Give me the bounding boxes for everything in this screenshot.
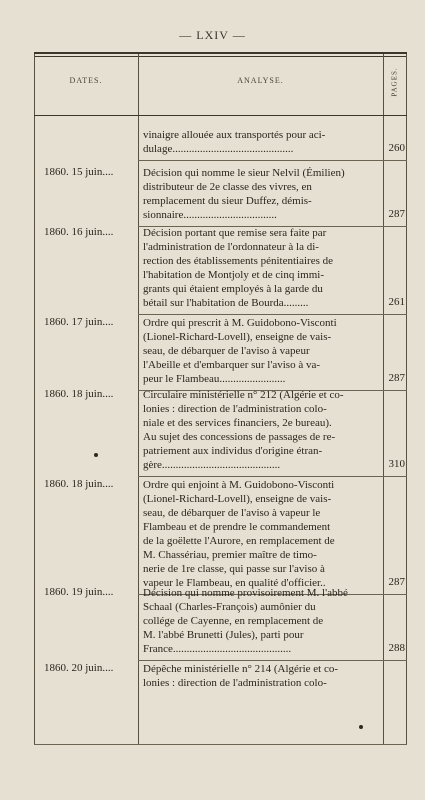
column-divider-pages [383, 54, 384, 744]
entry-separator [138, 476, 407, 477]
ink-speck [94, 453, 98, 457]
column-divider-dates [138, 54, 139, 744]
entry-page-number [383, 296, 406, 308]
entry-analyse-line: Décision qui nomme provisoirement M. l'abbé [143, 587, 348, 599]
column-header-analyse: ANALYSE. [237, 76, 284, 85]
entry-analyse-line: grants qui étaient employés à la garde du [143, 283, 323, 295]
entry-analyse [143, 586, 380, 656]
entry-analyse-line: Dépêche ministérielle n° 214 (Algérie et co- [143, 663, 338, 675]
entry-page-value: 287 [388, 372, 405, 384]
entry-analyse-line: Schaal (Charles-François) aumônier du [143, 601, 316, 613]
table-border-left [34, 54, 35, 744]
entry-separator [138, 314, 407, 315]
entry-page-value: 310 [388, 458, 405, 470]
entry-analyse-line: Décision qui nomme le sieur Nelvil (Émilien) [143, 167, 345, 179]
entry-analyse-line: Ordre qui enjoint à M. Guidobono-Visconti [143, 479, 335, 491]
entry-page-value: 260 [388, 142, 405, 154]
entry-analyse-line: lonies : direction de l'administration colo- [143, 403, 327, 415]
entry-page-number [383, 642, 406, 654]
entry-analyse-line: Au sujet des concessions de passages de re- [143, 431, 336, 443]
entry-analyse-line: l'habitation de Montjoly et de cinq immi- [143, 269, 325, 281]
entry-analyse-line: gère........................................... [143, 459, 281, 471]
entry-date: 1860. 19 juin.... [44, 586, 114, 598]
entry-page-number [383, 142, 406, 154]
entry-date: 1860. 17 juin.... [44, 316, 114, 328]
entry-analyse-line: de la goëlette l'Aurore, en remplacement de [143, 535, 335, 547]
entry-analyse-line: vapeur le Flambeau, en qualité d'officier.. [143, 577, 326, 589]
entry-analyse [143, 662, 380, 690]
entry-page-number [383, 576, 406, 588]
entry-analyse-line: (Lionel-Richard-Lovell), enseigne de vais- [143, 331, 332, 343]
header-rule [34, 115, 407, 116]
entry-analyse-line: collége de Cayenne, en remplacement de [143, 615, 324, 627]
index-table [34, 52, 407, 745]
entry-analyse-line: nerie de 1re classe, qui passe sur l'aviso à [143, 563, 325, 575]
entry-analyse-line: M. Chassériau, premier maître de timo- [143, 549, 317, 561]
entry-analyse-line: l'Abeille et d'embarquer sur l'aviso à va- [143, 359, 320, 371]
entry-analyse-line: patriement aux individus d'origine étran- [143, 445, 323, 457]
entry-analyse-line: lonies : direction de l'administration colo- [143, 677, 327, 689]
entry-analyse-line: (Lionel-Richard-Lovell), enseigne de vais- [143, 493, 332, 505]
entry-page-value: 261 [388, 296, 405, 308]
entry-separator [138, 660, 407, 661]
entry-analyse [143, 226, 380, 310]
entry-analyse-line: l'administration de l'ordonnateur à la di- [143, 241, 319, 253]
entry-analyse-line: M. l'abbé Brunetti (Jules), parti pour [143, 629, 304, 641]
entry-analyse-line: Flambeau et de prendre le commandement [143, 521, 331, 533]
entry-page-number [383, 208, 406, 220]
entry-date: 1860. 18 juin.... [44, 388, 114, 400]
entry-analyse-line: distributeur de 2e classe des vivres, en [143, 181, 312, 193]
entry-date: 1860. 15 juin.... [44, 166, 114, 178]
entry-analyse-line: seau, de débarquer de l'aviso à vapeur [143, 345, 310, 357]
entry-analyse-line: peur le Flambeau........................ [143, 373, 286, 385]
entry-analyse [143, 166, 380, 222]
column-header-pages-label: PAGES. [390, 67, 399, 97]
entry-analyse-line: niale et des services financiers, 2e bureau). [143, 417, 332, 429]
entry-analyse-line: Circulaire ministérielle n° 212 (Algérie et co- [143, 389, 344, 401]
entry-page-value: 287 [388, 576, 405, 588]
entry-analyse-line: dulage............................................ [143, 143, 294, 155]
entry-analyse [143, 316, 380, 386]
entry-page-value: 288 [388, 642, 405, 654]
entry-page-number [383, 372, 406, 384]
entry-separator [138, 160, 407, 161]
table-border-right [406, 54, 407, 744]
ink-speck [359, 725, 363, 729]
entry-analyse-line: rection des établissements pénitentiaires de [143, 255, 333, 267]
entry-page-number [383, 458, 406, 470]
entry-page-value [405, 676, 406, 688]
entry-analyse-line: France........................................... [143, 643, 292, 655]
entry-analyse [143, 128, 380, 156]
entry-date: 1860. 20 juin.... [44, 662, 114, 674]
entry-analyse-line: vinaigre allouée aux transportés pour aci- [143, 129, 326, 141]
entry-analyse-line: sionnaire.................................. [143, 209, 277, 221]
entry-page-number [383, 676, 406, 688]
entry-date: 1860. 16 juin.... [44, 226, 114, 238]
entry-analyse-line: remplacement du sieur Duffez, démis- [143, 195, 312, 207]
entry-analyse [143, 388, 380, 472]
entry-analyse-line: Ordre qui prescrit à M. Guidobono-Visconti [143, 317, 337, 329]
entry-analyse-line: Décision portant que remise sera faite par [143, 227, 327, 239]
entry-analyse-line: bétail sur l'habitation de Bourda......... [143, 297, 309, 309]
entry-analyse [143, 478, 380, 590]
page-number: — LXIV — [179, 28, 246, 42]
column-header-pages [383, 58, 406, 106]
entry-date: 1860. 18 juin.... [44, 478, 114, 490]
entry-page-value: 287 [388, 208, 405, 220]
column-header-dates: DATES. [69, 76, 103, 85]
entry-analyse-line: seau, de débarquer de l'aviso à vapeur le [143, 507, 321, 519]
